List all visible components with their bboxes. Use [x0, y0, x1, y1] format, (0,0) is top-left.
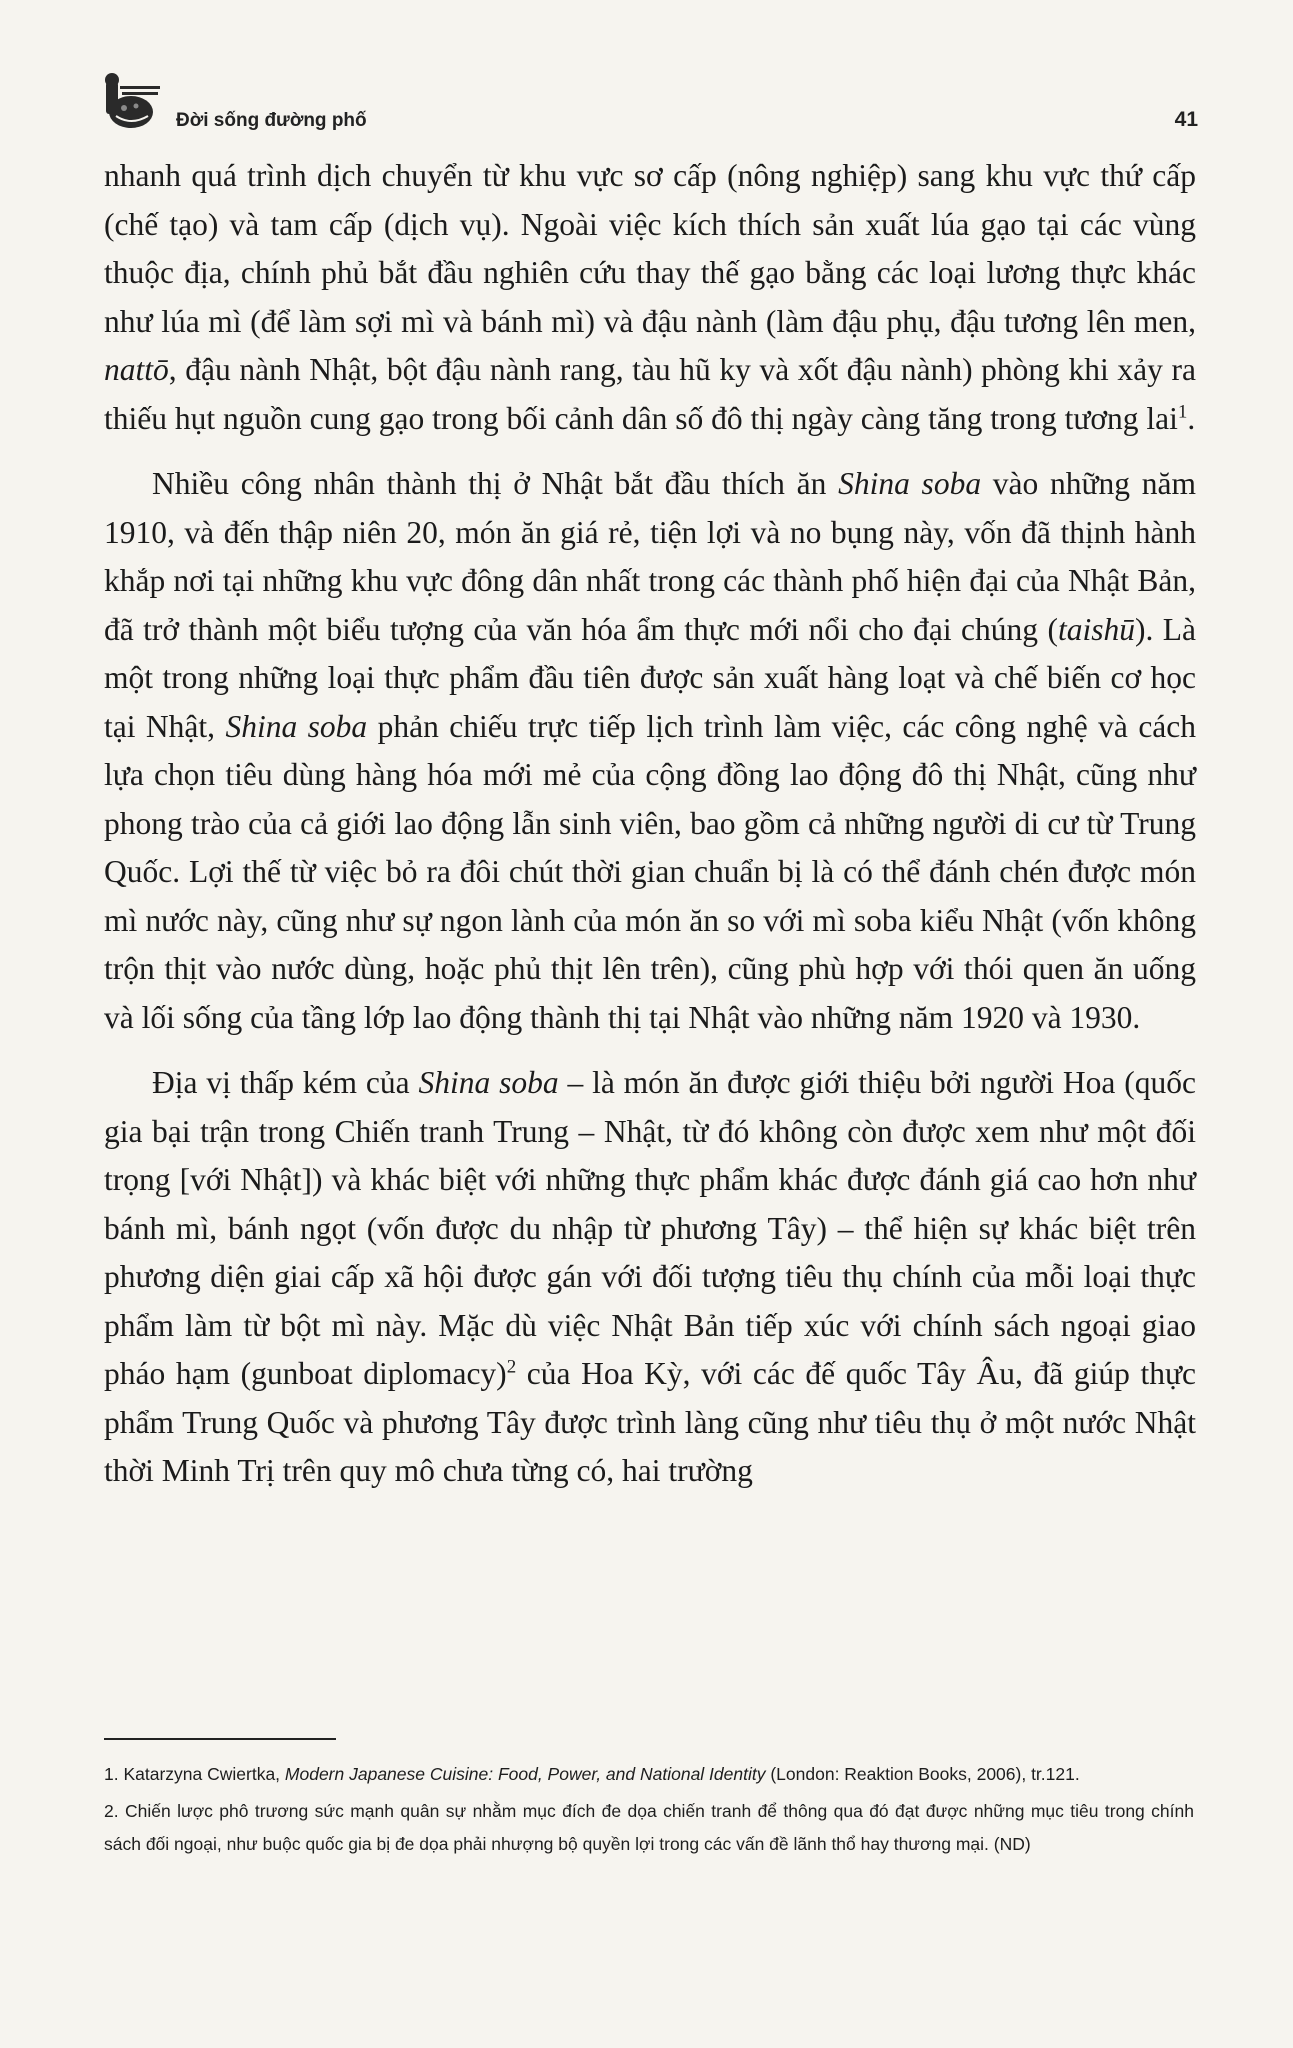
italic-term-natto: nattō: [104, 352, 169, 387]
italic-term-shina-soba: Shina soba: [838, 466, 982, 501]
italic-term-shina-soba: Shina soba: [225, 708, 368, 744]
paragraph-3: [104, 1059, 1196, 1496]
footnote-divider: [104, 1738, 336, 1740]
footnote-ref-1: 1: [1177, 401, 1188, 422]
running-header: [98, 72, 1198, 132]
footnote-ref-2: 2: [506, 1356, 517, 1378]
paragraph-1-text: nhanh quá trình dịch chuyển từ khu vực sơ cấp (nông nghiệp) sang khu vực thứ cấp (chế tạo) và tam cấp (dịch vụ). Ngoài việc kích thích sản xuất lúa gạo tại các vùng thuộc địa, chính phủ bắt đầu nghiên cứu thay thế gạo bằng các loại lương thực khác như lúa mì (để làm sợi mì và bánh mì) và đậu nành (làm đậu phụ, đậu tương lên men,: [104, 158, 1196, 339]
paragraph-3-text-c: của Hoa Kỳ, với các đế quốc Tây Âu, đã giúp thực phẩm Trung Quốc và phương Tây được trình làng cũng như tiêu thụ ở một nước Nhật thời Minh Trị trên quy mô chưa từng có, hai trường: [104, 1356, 1196, 1488]
street-vendor-logo-icon: [98, 72, 164, 134]
italic-term-taishu: taishū: [1057, 611, 1135, 647]
footnote-1-text-a: 1. Katarzyna Cwiertka,: [104, 1764, 285, 1784]
footnote-1: [104, 1758, 1194, 1791]
paragraph-2-text-a: Nhiều công nhân thành thị ở Nhật bắt đầu thích ăn: [152, 466, 839, 501]
footnote-1-text-b: (London: Reaktion Books, 2006), tr.121.: [765, 1764, 1080, 1784]
running-header-title: Đời sống đường phố: [176, 110, 367, 131]
footnote-2: 2. Chiến lược phô trương sức mạnh quân sự nhằm mục đích đe dọa chiến tranh để thông qua đó đạt được những mục tiêu trong chính sách đối ngoại, như buộc quốc gia bị đe dọa phải nhượng bộ quyền lợi trong các vấn đề lãnh thổ hay thương mại. (ND): [104, 1801, 1194, 1854]
paragraph-1-text-cont: , đậu nành Nhật, bột đậu nành rang, tàu hũ ky và xốt đậu nành) phòng khi xảy ra thiếu hụt nguồn cung gạo trong bối cảnh dân số đô thị ngày càng tăng trong tương lai: [104, 352, 1196, 436]
paragraph-3-text-a: Địa vị thấp kém của: [152, 1065, 419, 1100]
italic-term-shina-soba: Shina soba: [418, 1065, 559, 1100]
paragraph-1-end: .: [1187, 400, 1196, 436]
paragraph-2-text-c: ). Là một trong những loại thực phẩm đầu tiên được sản xuất hàng loạt và chế biến cơ học tại Nhật,: [104, 611, 1196, 744]
paragraph-2: [104, 460, 1196, 1042]
body-text: [104, 152, 1196, 1496]
page-number: 41: [1174, 108, 1198, 131]
footnotes: [104, 1758, 1194, 1861]
paragraph-1: [104, 152, 1196, 443]
footnote-1-book-title: Modern Japanese Cuisine: Food, Power, and National Identity: [284, 1764, 766, 1784]
paragraph-2-text-b: vào những năm 1910, và đến thập niên 20, món ăn giá rẻ, tiện lợi và no bụng này, vốn đã thịnh hành khắp nơi tại những khu vực đông dân nhất trong các thành phố hiện đại của Nhật Bản, đã trở thành một biểu tượng của văn hóa ẩm thực mới nổi cho đại chúng (: [104, 466, 1197, 647]
paragraph-2-text-d: phản chiếu trực tiếp lịch trình làm việc, các công nghệ và cách lựa chọn tiêu dùng hàng hóa mới mẻ của cộng đồng lao động đô thị Nhật, cũng như phong trào của cả giới lao động lẫn sinh viên, bao gồm cả những người di cư từ Trung Quốc. Lợi thế từ việc bỏ ra đôi chút thời gian chuẩn bị là có thể đánh chén được món mì nước này, cũng như sự ngon lành của món ăn so với mì soba kiểu Nhật (vốn không trộn thịt vào nước dùng, hoặc phủ thịt lên trên), cũng phù hợp với thói quen ăn uống và lối sống của tầng lớp lao động thành thị tại Nhật vào những năm 1920 và 1930.: [104, 708, 1197, 1035]
paragraph-3-text-b: – là món ăn được giới thiệu bởi người Hoa (quốc gia bại trận trong Chiến tranh Trung – Nhật, từ đó không còn được xem như một đối trọng [với Nhật]) và khác biệt với những thực phẩm khác được đánh giá cao hơn như bánh mì, bánh ngọt (vốn được du nhập từ phương Tây) – thể hiện sự khác biệt trên phương diện giai cấp xã hội được gán với đối tượng tiêu thụ chính của mỗi loại thực phẩm làm từ bột mì này. Mặc dù việc Nhật Bản tiếp xúc với chính sách ngoại giao pháo hạm (gunboat diplomacy): [104, 1065, 1196, 1391]
